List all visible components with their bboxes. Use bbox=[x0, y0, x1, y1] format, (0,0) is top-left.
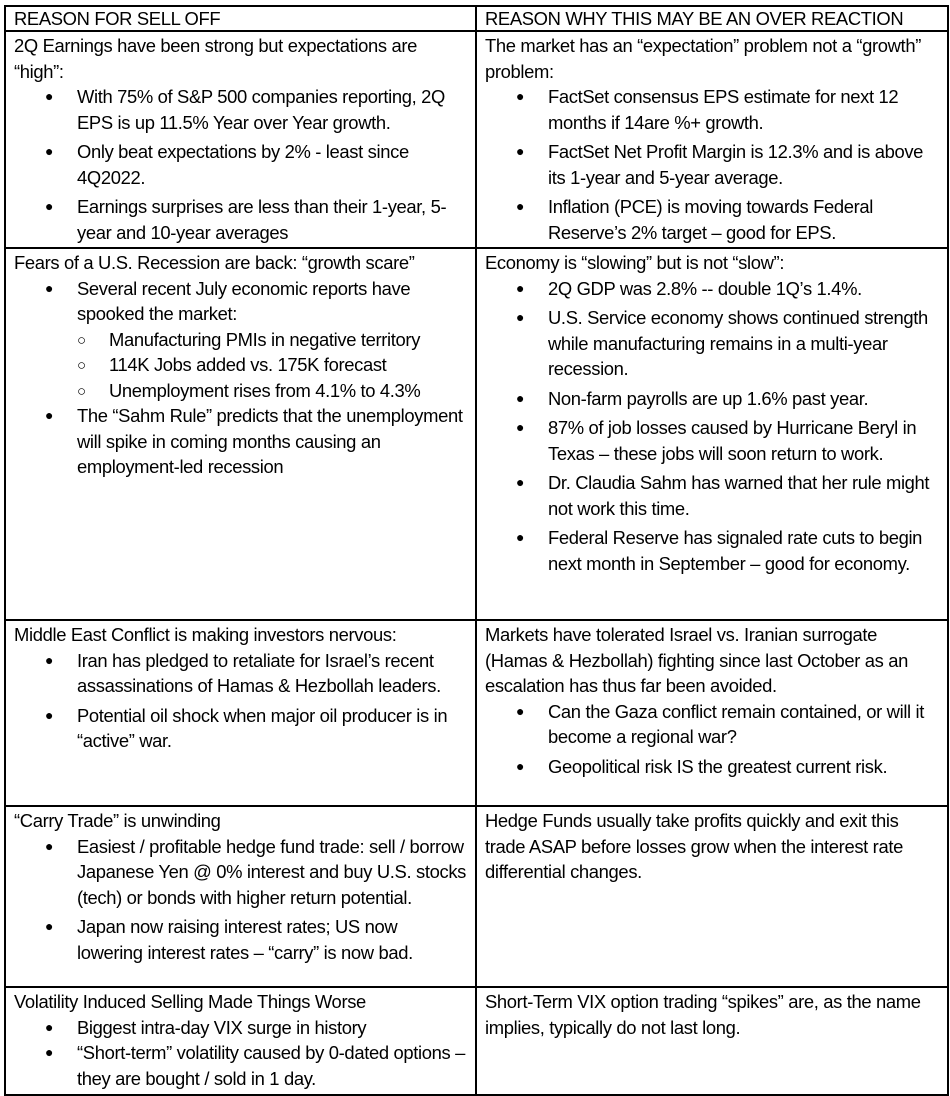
sub-list-item: ○ Manufacturing PMIs in negative territory bbox=[77, 327, 467, 353]
sell-off-cell bbox=[5, 806, 476, 987]
bullet-list bbox=[485, 84, 939, 245]
bullet-list bbox=[14, 1015, 467, 1092]
bullet-dot-icon: ● bbox=[516, 529, 525, 545]
sub-list-item: ○ Unemployment rises from 4.1% to 4.3% bbox=[77, 378, 467, 404]
hollow-circle-icon: ○ bbox=[77, 382, 86, 400]
bullet-dot-icon: ● bbox=[516, 757, 525, 774]
over-reaction-cell bbox=[476, 31, 948, 248]
cell-title: Fears of a U.S. Recession are back: “growth scare” bbox=[14, 252, 415, 273]
list-item: ● Potential oil shock when major oil producer is in “active” war. bbox=[45, 704, 448, 751]
list-item: ● Federal Reserve has signaled rate cuts to begin next month in September – good for economy. bbox=[516, 527, 923, 574]
bullet-dot-icon: ● bbox=[516, 702, 525, 719]
table-row bbox=[5, 248, 948, 620]
list-item: ● Inflation (PCE) is moving towards Federal Reserve’s 2% target – good for EPS. bbox=[516, 196, 873, 243]
list-item: ● 2Q GDP was 2.8% -- double 1Q’s 1.4%. bbox=[485, 276, 939, 302]
list-item: ● The “Sahm Rule” predicts that the unemployment will spike in coming months causing an employment-led recession bbox=[45, 405, 463, 477]
list-item: ● 87% of job losses caused by Hurricane Beryl in Texas – these jobs will soon return to work. bbox=[516, 417, 917, 464]
table-row bbox=[5, 987, 948, 1095]
bullet-list bbox=[14, 648, 467, 754]
bullet-dot-icon: ● bbox=[516, 198, 525, 214]
list-item: ● “Short-term” volatility caused by 0-dated options – they are bought / sold in 1 day. bbox=[45, 1042, 465, 1089]
list-item: ● Geopolitical risk IS the greatest current risk. bbox=[485, 754, 939, 780]
bullet-dot-icon: ● bbox=[516, 143, 525, 159]
cell-title: Middle East Conflict is making investors nervous: bbox=[14, 624, 397, 645]
bullet-list bbox=[14, 84, 467, 245]
sell-off-cell bbox=[5, 248, 476, 620]
list-item: ● FactSet Net Profit Margin is 12.3% and is above its 1-year and 5-year average. bbox=[516, 141, 924, 188]
bullet-dot-icon: ● bbox=[516, 419, 525, 435]
cell-title: The market has an “expectation” problem not a “growth” problem: bbox=[485, 35, 921, 82]
bullet-dot-icon: ● bbox=[45, 918, 54, 934]
cell-title: Volatility Induced Selling Made Things Worse bbox=[14, 991, 366, 1012]
list-item: ● With 75% of S&P 500 companies reporting, 2Q EPS is up 11.5% Year over Year growth. bbox=[45, 86, 445, 133]
list-item: ● Japan now raising interest rates; US now lowering interest rates – “carry” is now bad. bbox=[45, 916, 413, 963]
sub-list-item: ○ 114K Jobs added vs. 175K forecast bbox=[77, 352, 467, 378]
list-item: ● Can the Gaza conflict remain contained, or will it become a regional war? bbox=[516, 700, 925, 747]
table-row bbox=[5, 806, 948, 987]
bullet-dot-icon: ● bbox=[45, 706, 54, 723]
bullet-dot-icon: ● bbox=[45, 651, 54, 668]
sell-off-comparison-table bbox=[4, 5, 949, 1096]
bullet-dot-icon: ● bbox=[45, 407, 54, 423]
table-row bbox=[5, 31, 948, 248]
bullet-dot-icon: ● bbox=[516, 279, 525, 296]
bullet-dot-icon: ● bbox=[45, 279, 54, 296]
sell-off-cell bbox=[5, 987, 476, 1095]
list-item: ● FactSet consensus EPS estimate for next 12 months if 14are %+ growth. bbox=[516, 86, 899, 133]
bullet-dot-icon: ● bbox=[45, 198, 54, 214]
bullet-dot-icon: ● bbox=[516, 88, 525, 104]
cell-title: Economy is “slowing” but is not “slow”: bbox=[485, 252, 785, 273]
over-reaction-cell bbox=[476, 620, 948, 806]
bullet-dot-icon: ● bbox=[45, 837, 54, 854]
list-item: ● Iran has pledged to retaliate for Israel’s recent assassinations of Hamas & Hezbollah leaders. bbox=[45, 649, 441, 696]
cell-title: Short-Term VIX option trading “spikes” are, as the name implies, typically do not last long. bbox=[485, 991, 921, 1038]
bullet-dot-icon: ● bbox=[45, 143, 54, 159]
sell-off-cell bbox=[5, 31, 476, 248]
bullet-dot-icon: ● bbox=[45, 1018, 54, 1035]
cell-title: Hedge Funds usually take profits quickly and exit this trade ASAP before losses grow when the interest rate differential changes. bbox=[485, 810, 903, 882]
list-item: ● Easiest / profitable hedge fund trade: sell / borrow Japanese Yen @ 0% interest and buy U.S. stocks (tech) or bonds with higher return potential. bbox=[45, 835, 467, 908]
hollow-circle-icon: ○ bbox=[77, 357, 86, 374]
list-item: ● Earnings surprises are less than their 1-year, 5-year and 10-year averages bbox=[45, 196, 447, 243]
sell-off-cell bbox=[5, 620, 476, 806]
bullet-dot-icon: ● bbox=[45, 1044, 54, 1060]
table-row bbox=[5, 620, 948, 806]
cell-title: 2Q Earnings have been strong but expectations are “high”: bbox=[14, 35, 418, 82]
header-row bbox=[5, 6, 948, 31]
list-item: ● U.S. Service economy shows continued strength while manufacturing remains in a multi-year recession. bbox=[516, 307, 928, 379]
hollow-circle-icon: ○ bbox=[77, 331, 86, 349]
bullet-dot-icon: ● bbox=[516, 474, 525, 490]
bullet-list bbox=[485, 699, 939, 780]
cell-title: “Carry Trade” is unwinding bbox=[14, 810, 221, 831]
list-item: ● Dr. Claudia Sahm has warned that her rule might not work this time. bbox=[516, 472, 930, 519]
header-over-reaction: REASON WHY THIS MAY BE AN OVER REACTION bbox=[476, 6, 948, 31]
over-reaction-cell bbox=[476, 987, 948, 1095]
bullet-dot-icon: ● bbox=[45, 88, 54, 104]
list-item: ● Non-farm payrolls are up 1.6% past year. bbox=[485, 386, 939, 412]
list-item: ● Biggest intra-day VIX surge in history bbox=[14, 1015, 467, 1041]
over-reaction-cell bbox=[476, 806, 948, 987]
bullet-list bbox=[485, 276, 939, 577]
bullet-dot-icon: ● bbox=[516, 309, 525, 325]
bullet-list bbox=[14, 834, 467, 966]
cell-title: Markets have tolerated Israel vs. Iranian surrogate (Hamas & Hezbollah) fighting since last October as an escalation has thus far been avoided. bbox=[485, 624, 909, 696]
bullet-list bbox=[14, 276, 467, 480]
list-item: ● Only beat expectations by 2% - least since 4Q2022. bbox=[45, 141, 409, 188]
list-item: ● Several recent July economic reports have spooked the market: ○ Manufacturing PMIs in negative territory ○ 114K Jobs added vs. 175K forecast ○ Unemployment rises from 4.1% to 4.3% bbox=[14, 276, 467, 404]
header-reason-for-sell-off: REASON FOR SELL OFF bbox=[5, 6, 476, 31]
bullet-dot-icon: ● bbox=[516, 389, 525, 406]
over-reaction-cell bbox=[476, 248, 948, 620]
sub-bullet-list bbox=[77, 327, 467, 404]
